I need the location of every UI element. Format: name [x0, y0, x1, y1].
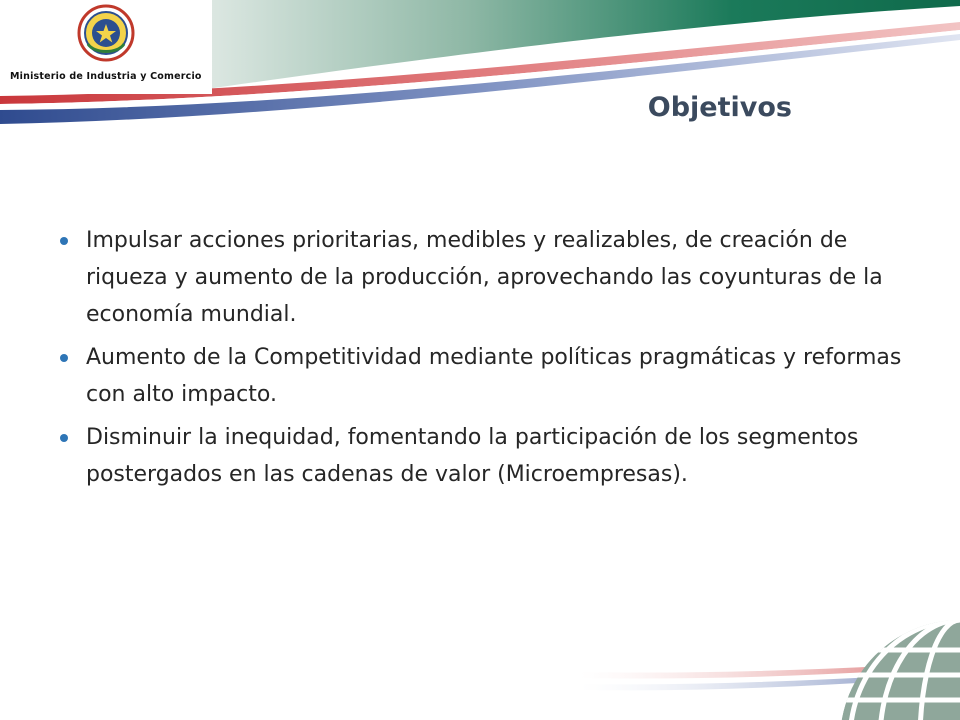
list-item: [58, 222, 918, 333]
slide-title: Objetivos: [647, 92, 792, 123]
list-item: [58, 419, 918, 493]
paraguay-coat-of-arms-icon: [74, 4, 138, 62]
bullet-text: Impulsar acciones prioritarias, medibles y realizables, de creación de riqueza y aumento de la producción, aprovechando las coyunturas de la economía mundial.: [86, 228, 883, 327]
ministry-label: Ministerio de Industria y Comercio: [10, 71, 202, 82]
bullet-dot-icon: [60, 354, 68, 362]
bullet-text: Disminuir la inequidad, fomentando la participación de los segmentos postergados en las cadenas de valor (Microempresas).: [86, 425, 859, 487]
list-item: [58, 339, 918, 413]
logo-panel: [0, 0, 212, 94]
bullet-dot-icon: [60, 434, 68, 442]
bullet-dot-icon: [60, 237, 68, 245]
bullet-text: Aumento de la Competitividad mediante políticas pragmáticas y reformas con alto impacto.: [86, 345, 902, 407]
objectives-list: [58, 222, 918, 499]
globe-grid-decoration: [580, 590, 960, 720]
